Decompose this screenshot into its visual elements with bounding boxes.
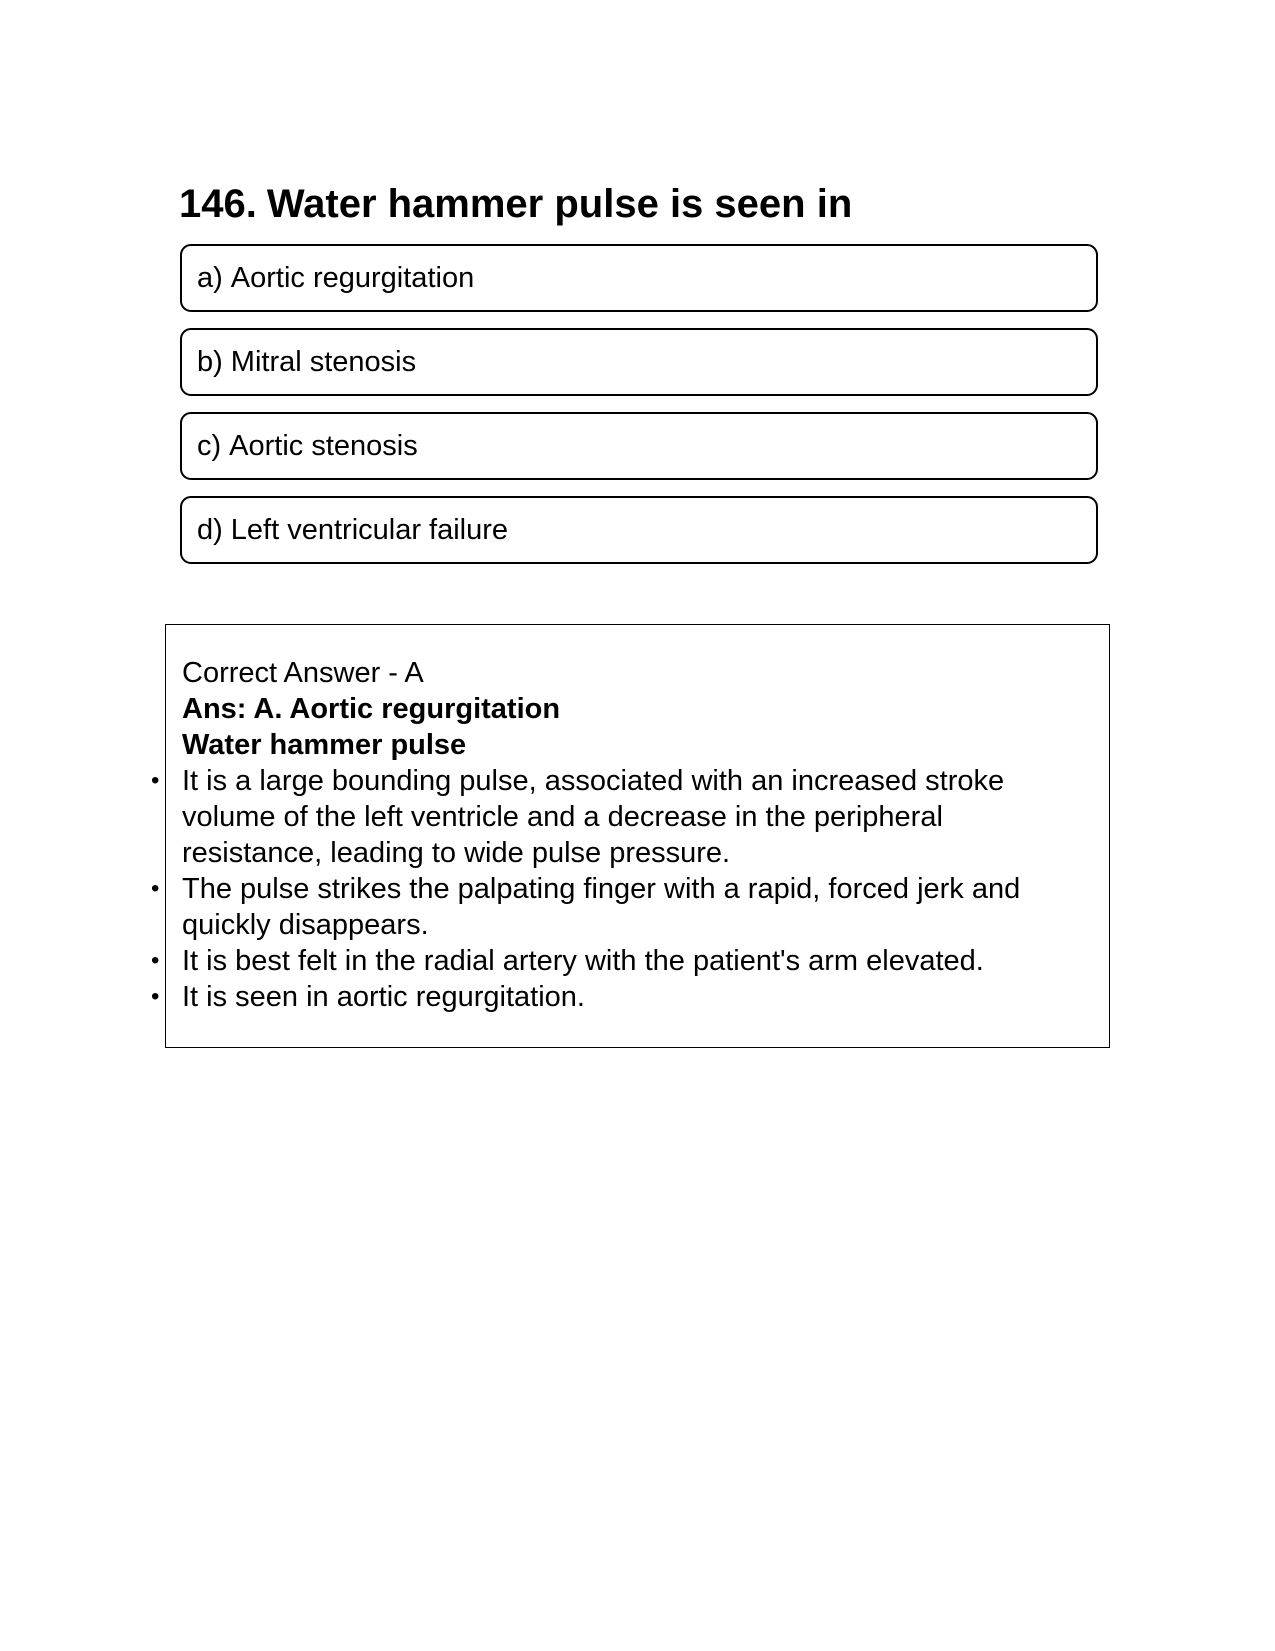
option-b[interactable]: [180, 328, 1098, 396]
answer-content: [151, 655, 1087, 1015]
question-number: 146.: [179, 182, 257, 226]
options-list: [180, 244, 1098, 580]
explanation-heading: Water hammer pulse: [182, 729, 467, 761]
option-letter: b): [197, 345, 223, 378]
list-item: [151, 943, 1087, 979]
correct-answer-line: Correct Answer - A: [182, 657, 424, 689]
option-text: Aortic stenosis: [229, 429, 418, 462]
bullet-icon: •: [151, 767, 160, 794]
answer-explanation-box: [151, 624, 1110, 1048]
option-text: Mitral stenosis: [230, 345, 417, 378]
list-item: [151, 763, 1087, 871]
option-letter: d): [197, 513, 223, 546]
option-text: Aortic regurgitation: [230, 261, 475, 294]
option-letter: a): [197, 261, 223, 294]
list-item: [151, 979, 1087, 1015]
option-c[interactable]: [180, 412, 1098, 480]
list-item: [151, 871, 1087, 943]
list-item-text: The pulse strikes the palpating finger with a rapid, forced jerk and quickly disappears.: [182, 873, 1021, 941]
option-text: Left ventricular failure: [230, 513, 509, 546]
list-item-text: It is seen in aortic regurgitation.: [182, 981, 585, 1013]
option-letter: c): [197, 429, 222, 462]
option-a[interactable]: [180, 244, 1098, 312]
list-item-text: It is best felt in the radial artery with the patient's arm elevated.: [182, 945, 984, 977]
bullet-icon: •: [151, 875, 160, 902]
list-item-text: It is a large bounding pulse, associated with an increased stroke volume of the left ventricle and a decrease in the peripheral resistance, leading to wide pulse pressure.: [182, 765, 1005, 869]
bullet-icon: •: [151, 947, 160, 974]
ans-line: Ans: A. Aortic regurgitation: [182, 693, 561, 725]
explanation-bullet-list: [151, 763, 1087, 1015]
question-title: [179, 178, 852, 230]
question-text: Water hammer pulse is seen in: [266, 182, 853, 226]
option-d[interactable]: [180, 496, 1098, 564]
bullet-icon: •: [151, 983, 160, 1010]
